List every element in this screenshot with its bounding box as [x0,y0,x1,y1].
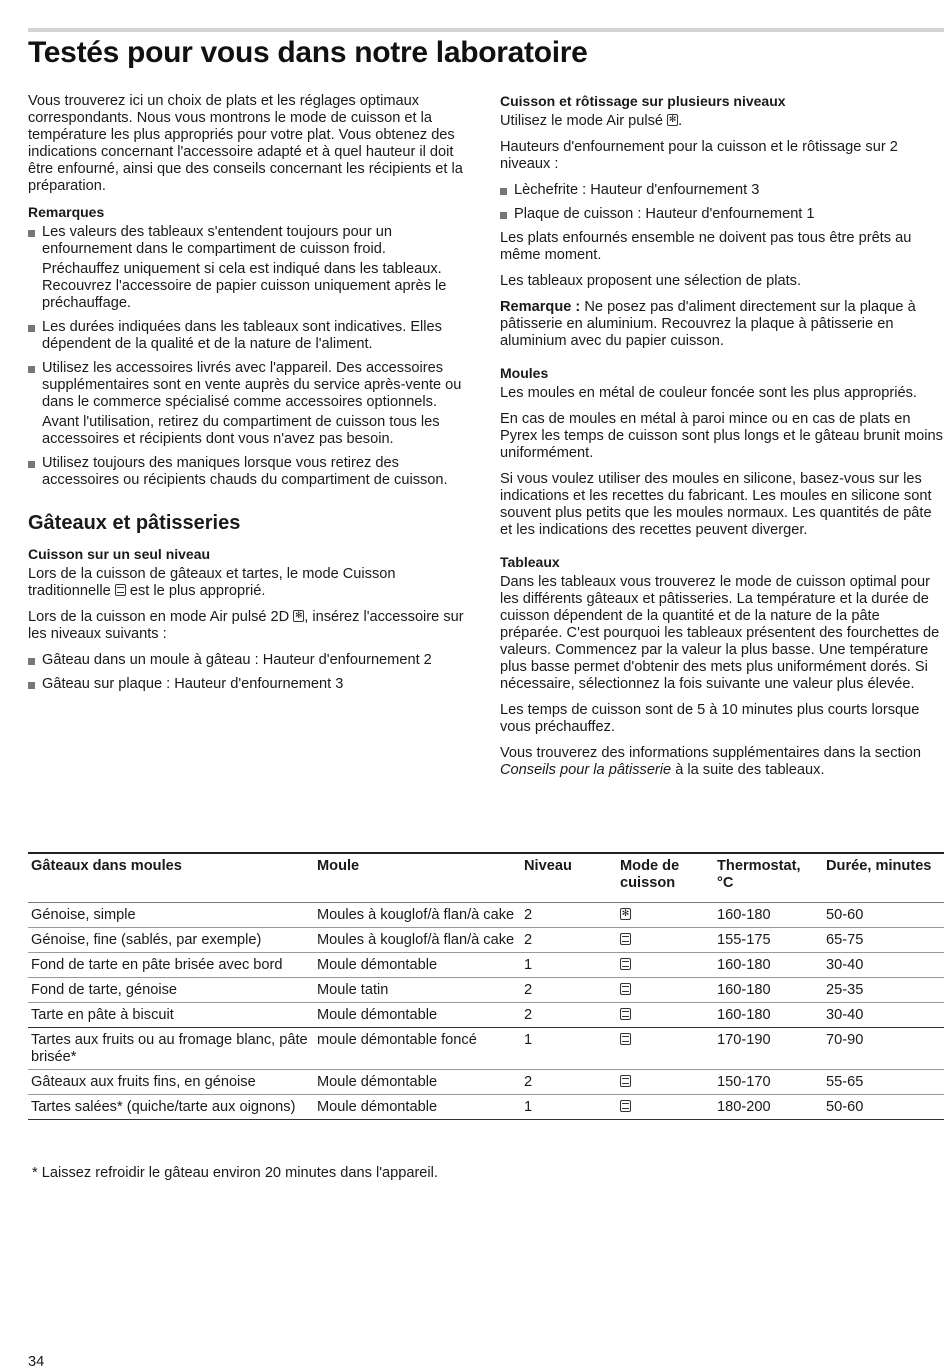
page-number: 34 [28,1354,45,1370]
table-header-row [28,853,944,903]
cell-temp: 160-180 [714,903,823,928]
cell-duree: 50-60 [823,903,944,928]
list-item: Gâteau sur plaque : Hauteur d'enfournement 3 [28,676,470,693]
cell-mode [617,978,714,1003]
emphasis: Conseils pour la pâtisserie [500,762,672,778]
text: Ne posez pas d'aliment directement sur la plaque à pâtisserie en aluminium. Recouvrez la plaque à pâtisserie en aluminium avec du papier cuisson. [500,299,916,349]
cell-niveau: 1 [521,1095,617,1120]
conventional-heat-icon [620,933,631,945]
remarques-list-2 [28,319,470,411]
cell-moule: Moules à kouglof/à flan/à cake [314,903,521,928]
conventional-heat-icon [620,1100,631,1112]
cell-plat: Gâteaux aux fruits fins, en génoise [28,1070,314,1095]
cell-temp: 170-190 [714,1028,823,1070]
paragraph: Hauteurs d'enfournement pour la cuisson et le rôtissage sur 2 niveaux : [500,139,898,172]
remarques-list-3 [28,455,470,489]
cell-mode [617,953,714,978]
cell-moule: Moule démontable [314,1070,521,1095]
cell-duree: 25-35 [823,978,944,1003]
text: à la suite des tableaux. [675,762,825,778]
text: Lors de la cuisson en mode Air pulsé 2D [28,609,290,625]
list-item: Les durées indiquées dans les tableaux sont indicatives. Elles dépendent de la qualité et de la nature de l'aliment. [28,319,470,353]
conventional-heat-icon [620,958,631,970]
table-row [28,953,944,978]
cell-duree: 70-90 [823,1028,944,1070]
intro-paragraph: Vous trouverez ici un choix de plats et les réglages optimaux correspondants. Nous vous montrons le mode de cuisson et la température les plus appropriés pour votre plat. Vous obtenez des indications concernant l'accessoire adapté et à quel hauteur il doit être enfourné, ainsi que des conseils concernant les récipients et la préparation. [28,93,463,194]
paragraph: Les tableaux proposent une sélection de plats. [500,273,802,289]
table-row [28,1070,944,1095]
cell-duree: 55-65 [823,1070,944,1095]
list-item: Lèchefrite : Hauteur d'enfournement 3 [500,182,944,199]
conventional-heat-icon [620,983,631,995]
paragraph: Les moules en métal de couleur foncée sont les plus appropriés. [500,385,917,401]
cell-moule: Moule démontable [314,1095,521,1120]
subheading-seul-niveau: Cuisson sur un seul niveau [28,546,211,562]
text: Vous trouverez des informations supplémentaires dans la section [500,745,922,761]
cell-temp: 155-175 [714,928,823,953]
conventional-heat-icon [620,1033,631,1045]
cell-duree: 30-40 [823,1003,944,1028]
paragraph [28,566,470,600]
column-header: Niveau [521,853,617,903]
paragraph: Si vous voulez utiliser des moules en silicone, basez-vous sur les indications et les recettes du fabricant. Les moules en silicone sont souvent plus petits que les moules normaux. Les quantités de pâte et les indications des recettes peuvent diverger. [500,471,932,538]
cell-mode [617,1028,714,1070]
table-row [28,903,944,928]
table-footnote: * Laissez refroidir le gâteau environ 20 minutes dans l'appareil. [32,1165,438,1181]
cell-moule: moule démontable foncé [314,1028,521,1070]
cell-mode [617,1070,714,1095]
hauteurs-list [500,182,944,223]
list-item: Utilisez toujours des maniques lorsque vous retirez des accessoires ou récipients chauds du compartiment de cuisson. [28,455,470,489]
list-item: Gâteau dans un moule à gâteau : Hauteur d'enfournement 2 [28,652,470,669]
page-title: Testés pour vous dans notre laboratoire [28,36,588,69]
cell-niveau: 1 [521,1028,617,1070]
moules-heading: Moules [500,365,549,381]
paragraph: En cas de moules en métal à paroi mince ou en cas de plats en Pyrex les temps de cuisson sont plus longs et le gâteau brunit moins uniformément. [500,411,943,461]
cell-plat: Génoise, simple [28,903,314,928]
text: Utilisez le mode Air pulsé [500,113,664,129]
cell-mode [617,1095,714,1120]
list-item: Plaque de cuisson : Hauteur d'enfournement 1 [500,206,944,223]
cell-moule: Moule démontable [314,953,521,978]
section-heading-gateaux: Gâteaux et pâtisseries [28,512,241,534]
cell-plat: Tarte en pâte à biscuit [28,1003,314,1028]
text: , insérez l'accessoire sur les niveaux suivants : [28,609,464,642]
cell-mode [617,903,714,928]
cell-duree: 30-40 [823,953,944,978]
remarque-paragraph [500,299,944,350]
table-row [28,1028,944,1070]
cell-niveau: 2 [521,928,617,953]
table-row [28,928,944,953]
tableaux-heading: Tableaux [500,554,560,570]
table-row [28,978,944,1003]
conventional-heat-icon [115,584,126,596]
right-column [500,93,944,788]
cell-niveau: 2 [521,1070,617,1095]
left-column [28,93,470,700]
cell-plat: Fond de tarte, génoise [28,978,314,1003]
paragraph [28,609,470,643]
cell-niveau: 2 [521,978,617,1003]
conventional-heat-icon [620,1075,631,1087]
cell-temp: 160-180 [714,1003,823,1028]
paragraph: Les temps de cuisson sont de 5 à 10 minutes plus courts lorsque vous préchauffez. [500,702,920,735]
cell-moule: Moule démontable [314,1003,521,1028]
column-header: Mode de cuisson [617,853,714,903]
subheading-plusieurs-niveaux: Cuisson et rôtissage sur plusieurs niveaux [500,93,786,109]
column-header: Moule [314,853,521,903]
cell-temp: 180-200 [714,1095,823,1120]
text: Lors de la cuisson de gâteaux et tartes, le mode Cuisson traditionnelle [28,566,396,599]
cell-plat: Fond de tarte en pâte brisée avec bord [28,953,314,978]
cell-temp: 160-180 [714,978,823,1003]
header-rule [28,28,944,32]
cell-duree: 50-60 [823,1095,944,1120]
remarques-list [28,224,470,258]
paragraph: Dans les tableaux vous trouverez le mode de cuisson optimal pour les différents gâteaux et pâtisseries. La température et la durée de cuisson dépendent de la quantité et de la nature de la pâte préparée. C'est pourquoi les tableaux présentent des fourchettes de valeurs. Commencez par la valeur la plus basse. Une température plus basse permet d'obtenir des mets plus uniformément dorés. Si nécessaire, sélectionnez la fois suivante une valeur plus élevée. [500,574,940,692]
fan-icon [667,114,678,126]
paragraph [500,113,944,130]
cell-temp: 150-170 [714,1070,823,1095]
paragraph [500,745,944,779]
niveaux-list [28,652,470,693]
cell-plat: Tartes salées* (quiche/tarte aux oignons) [28,1095,314,1120]
list-item: Les valeurs des tableaux s'entendent toujours pour un enfournement dans le compartiment de cuisson froid. [28,224,470,258]
column-header: Durée, minutes [823,853,944,903]
list-item-continuation: Préchauffez uniquement si cela est indiqué dans les tableaux. Recouvrez l'accessoire de papier cuisson uniquement après le préchauffage. [42,261,447,311]
fan-icon [293,610,304,622]
text: est le plus approprié. [129,583,266,599]
remarques-heading: Remarques [28,204,105,220]
remarque-label: Remarque : [500,299,581,315]
cell-moule: Moule tatin [314,978,521,1003]
cell-mode [617,928,714,953]
cell-niveau: 2 [521,903,617,928]
paragraph: Les plats enfournés ensemble ne doivent pas tous être prêts au même moment. [500,230,912,263]
cell-niveau: 2 [521,1003,617,1028]
cell-duree: 65-75 [823,928,944,953]
cell-moule: Moules à kouglof/à flan/à cake [314,928,521,953]
cell-temp: 160-180 [714,953,823,978]
cell-mode [617,1003,714,1028]
conventional-heat-icon [620,1008,631,1020]
list-item: Utilisez les accessoires livrés avec l'appareil. Des accessoires supplémentaires sont en vente auprès du service après-vente ou dans le commerce spécialisé comme accessoires optionnels. [28,360,470,411]
table-row [28,1003,944,1028]
list-item-continuation: Avant l'utilisation, retirez du compartiment de cuisson tous les accessoires et récipients dont vous n'avez pas besoin. [42,414,440,447]
column-header: Thermostat, °C [714,853,823,903]
cell-plat: Génoise, fine (sablés, par exemple) [28,928,314,953]
fan-icon [620,908,631,920]
cell-niveau: 1 [521,953,617,978]
text: . [678,113,683,129]
baking-table [28,852,944,1120]
cell-plat: Tartes aux fruits ou au fromage blanc, pâte brisée* [28,1028,314,1070]
table-row [28,1095,944,1120]
column-header: Gâteaux dans moules [28,853,314,903]
